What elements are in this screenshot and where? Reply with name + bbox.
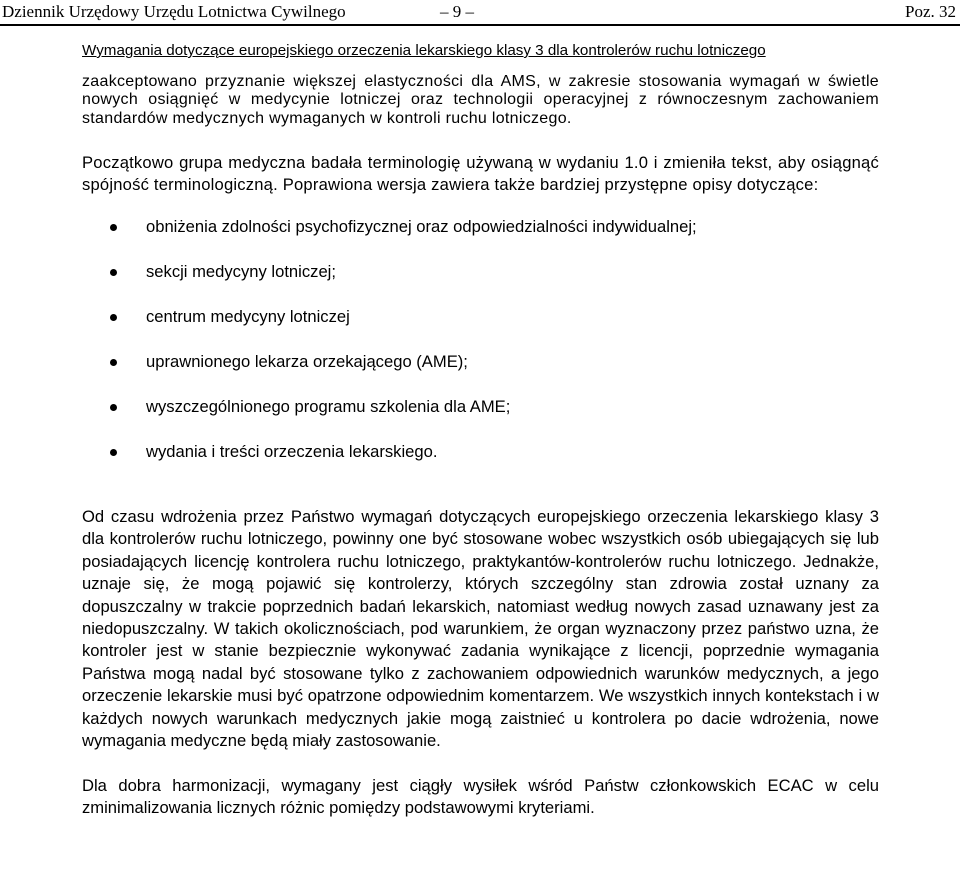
header-divider bbox=[0, 24, 960, 26]
list-item bbox=[82, 353, 879, 398]
list-item bbox=[82, 218, 879, 263]
list-item-text: uprawnionego lekarza orzekającego (AME); bbox=[146, 352, 468, 372]
bullet-icon bbox=[110, 269, 117, 276]
list-item-text: wydania i treści orzeczenia lekarskiego. bbox=[146, 442, 438, 462]
journal-title: Dziennik Urzędowy Urzędu Lotnictwa Cywilnego bbox=[2, 2, 346, 21]
bullet-icon bbox=[110, 224, 117, 231]
list-item-text: obniżenia zdolności psychofizycznej oraz odpowiedzialności indywidualnej; bbox=[146, 217, 697, 237]
list-item bbox=[82, 263, 879, 308]
section-subtitle: Wymagania dotyczące europejskiego orzeczenia lekarskiego klasy 3 dla kontrolerów ruchu lotniczego bbox=[82, 42, 766, 59]
bullet-icon bbox=[110, 449, 117, 456]
bullet-icon bbox=[110, 359, 117, 366]
bullet-icon bbox=[110, 314, 117, 321]
bullet-list bbox=[82, 218, 879, 488]
document-body bbox=[82, 73, 879, 819]
position-number: Poz. 32 bbox=[905, 2, 956, 21]
bullet-icon bbox=[110, 404, 117, 411]
page-header bbox=[0, 0, 960, 24]
list-item-text: sekcji medycyny lotniczej; bbox=[146, 262, 336, 282]
list-item-text: centrum medycyny lotniczej bbox=[146, 307, 350, 327]
list-item bbox=[82, 398, 879, 443]
paragraph-4: Dla dobra harmonizacji, wymagany jest ciągły wysiłek wśród Państw członkowskich ECAC w celu zminimalizowania licznych różnic pomiędzy podstawowymi kryteriami. bbox=[82, 775, 879, 817]
paragraph-1: zaakceptowano przyznanie większej elastyczności dla AMS, w zakresie stosowania wymagań w świetle nowych osiągnięć w medycynie lotniczej oraz technologii operacyjnej z równoczesnym zachowaniem standardów medycznych wymaganych w kontroli ruchu lotniczego. bbox=[82, 73, 879, 127]
list-item bbox=[82, 308, 879, 353]
list-item-text: wyszczególnionego programu szkolenia dla AME; bbox=[146, 397, 511, 417]
paragraph-2: Początkowo grupa medyczna badała terminologię używaną w wydaniu 1.0 i zmieniła tekst, aby osiągnąć spójność terminologiczną. Poprawiona wersja zawiera także bardziej przystępne opisy dotyczące: bbox=[82, 153, 879, 194]
page-number: – 9 – bbox=[440, 2, 474, 21]
paragraph-3: Od czasu wdrożenia przez Państwo wymagań dotyczących europejskiego orzeczenia lekarskiego klasy 3 dla kontrolerów ruchu lotniczego, powinny one być stosowane wobec wszystkich osób ubiegających się lub posiadających licencję kontrolera ruchu lotniczego, praktykantów-kontrolerów ruchu lotniczego. Jednakże, uznaje się, że mogą pojawić się kontrolerzy, których szczególny stan zdrowia został uznany za dopuszczalny w trakcie poprzednich badań lekarskich, natomiast według nowych zasad uznawany jest za niedopuszczalny. W takich okolicznościach, pod warunkiem, że organ wyznaczony przez państwo uzna, że kontroler jest w stanie bezpiecznie wykonywać zadania wynikające z licencji, poprzednie wymagania Państwa mogą nadal być stosowane tylko z zachowaniem odpowiednich warunków medycznych, a jego orzeczenie lekarskie musi być opatrzone odpowiednim komentarzem. We wszystkich innych kontekstach i w każdych nowych warunkach medycznych jakie mogą zaistnieć u kontrolera po dacie wdrożenia, nowe wymagania medyczne będą miały zastosowanie. bbox=[82, 507, 879, 751]
list-item bbox=[82, 443, 879, 488]
